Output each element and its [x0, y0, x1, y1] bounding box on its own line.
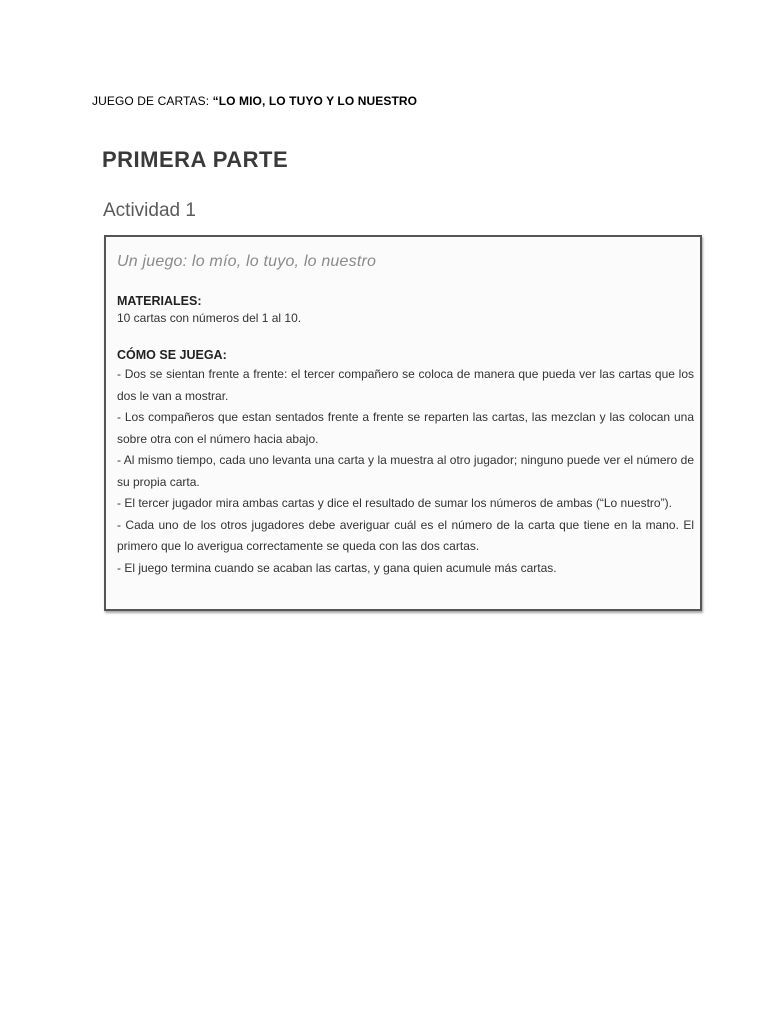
- rule-item: - El tercer jugador mira ambas cartas y dice el resultado de sumar los números de ambas (“Lo nuestro”).: [117, 496, 672, 510]
- materials-label: MATERIALES:: [117, 294, 202, 308]
- rule-item: - Los compañeros que estan sentados frente a frente se reparten las cartas, las mezclan y las colocan una sobre otra con el número hacia abajo.: [117, 410, 694, 446]
- rule-item: - Al mismo tiempo, cada uno levanta una carta y la muestra al otro jugador; ninguno puede ver el número de su propia carta.: [117, 453, 694, 489]
- activity-title: Actividad 1: [103, 200, 196, 221]
- part-title: PRIMERA PARTE: [102, 147, 289, 172]
- howto-label: CÓMO SE JUEGA:: [117, 348, 227, 362]
- materials-text: 10 cartas con números del 1 al 10.: [117, 311, 302, 325]
- activity-box: [104, 235, 702, 611]
- rule-item: - Cada uno de los otros jugadores debe averiguar cuál es el número de la carta que tiene en la mano. El primero que lo averigua correctamente se queda con las dos cartas.: [117, 517, 694, 553]
- rule-item: - Dos se sientan frente a frente: el tercer compañero se coloca de manera que pueda ver las cartas que los dos le van a mostrar.: [117, 367, 694, 403]
- rules-list: [117, 364, 694, 579]
- document-heading: [92, 94, 417, 108]
- box-title: Un juego: lo mío, lo tuyo, lo nuestro: [117, 253, 377, 270]
- scanned-activity-image: [95, 140, 711, 620]
- heading-prefix: JUEGO DE CARTAS:: [92, 94, 213, 108]
- rule-item: - El juego termina cuando se acaban las cartas, y gana quien acumule más cartas.: [117, 560, 557, 575]
- heading-title: “LO MIO, LO TUYO Y LO NUESTRO: [212, 94, 418, 108]
